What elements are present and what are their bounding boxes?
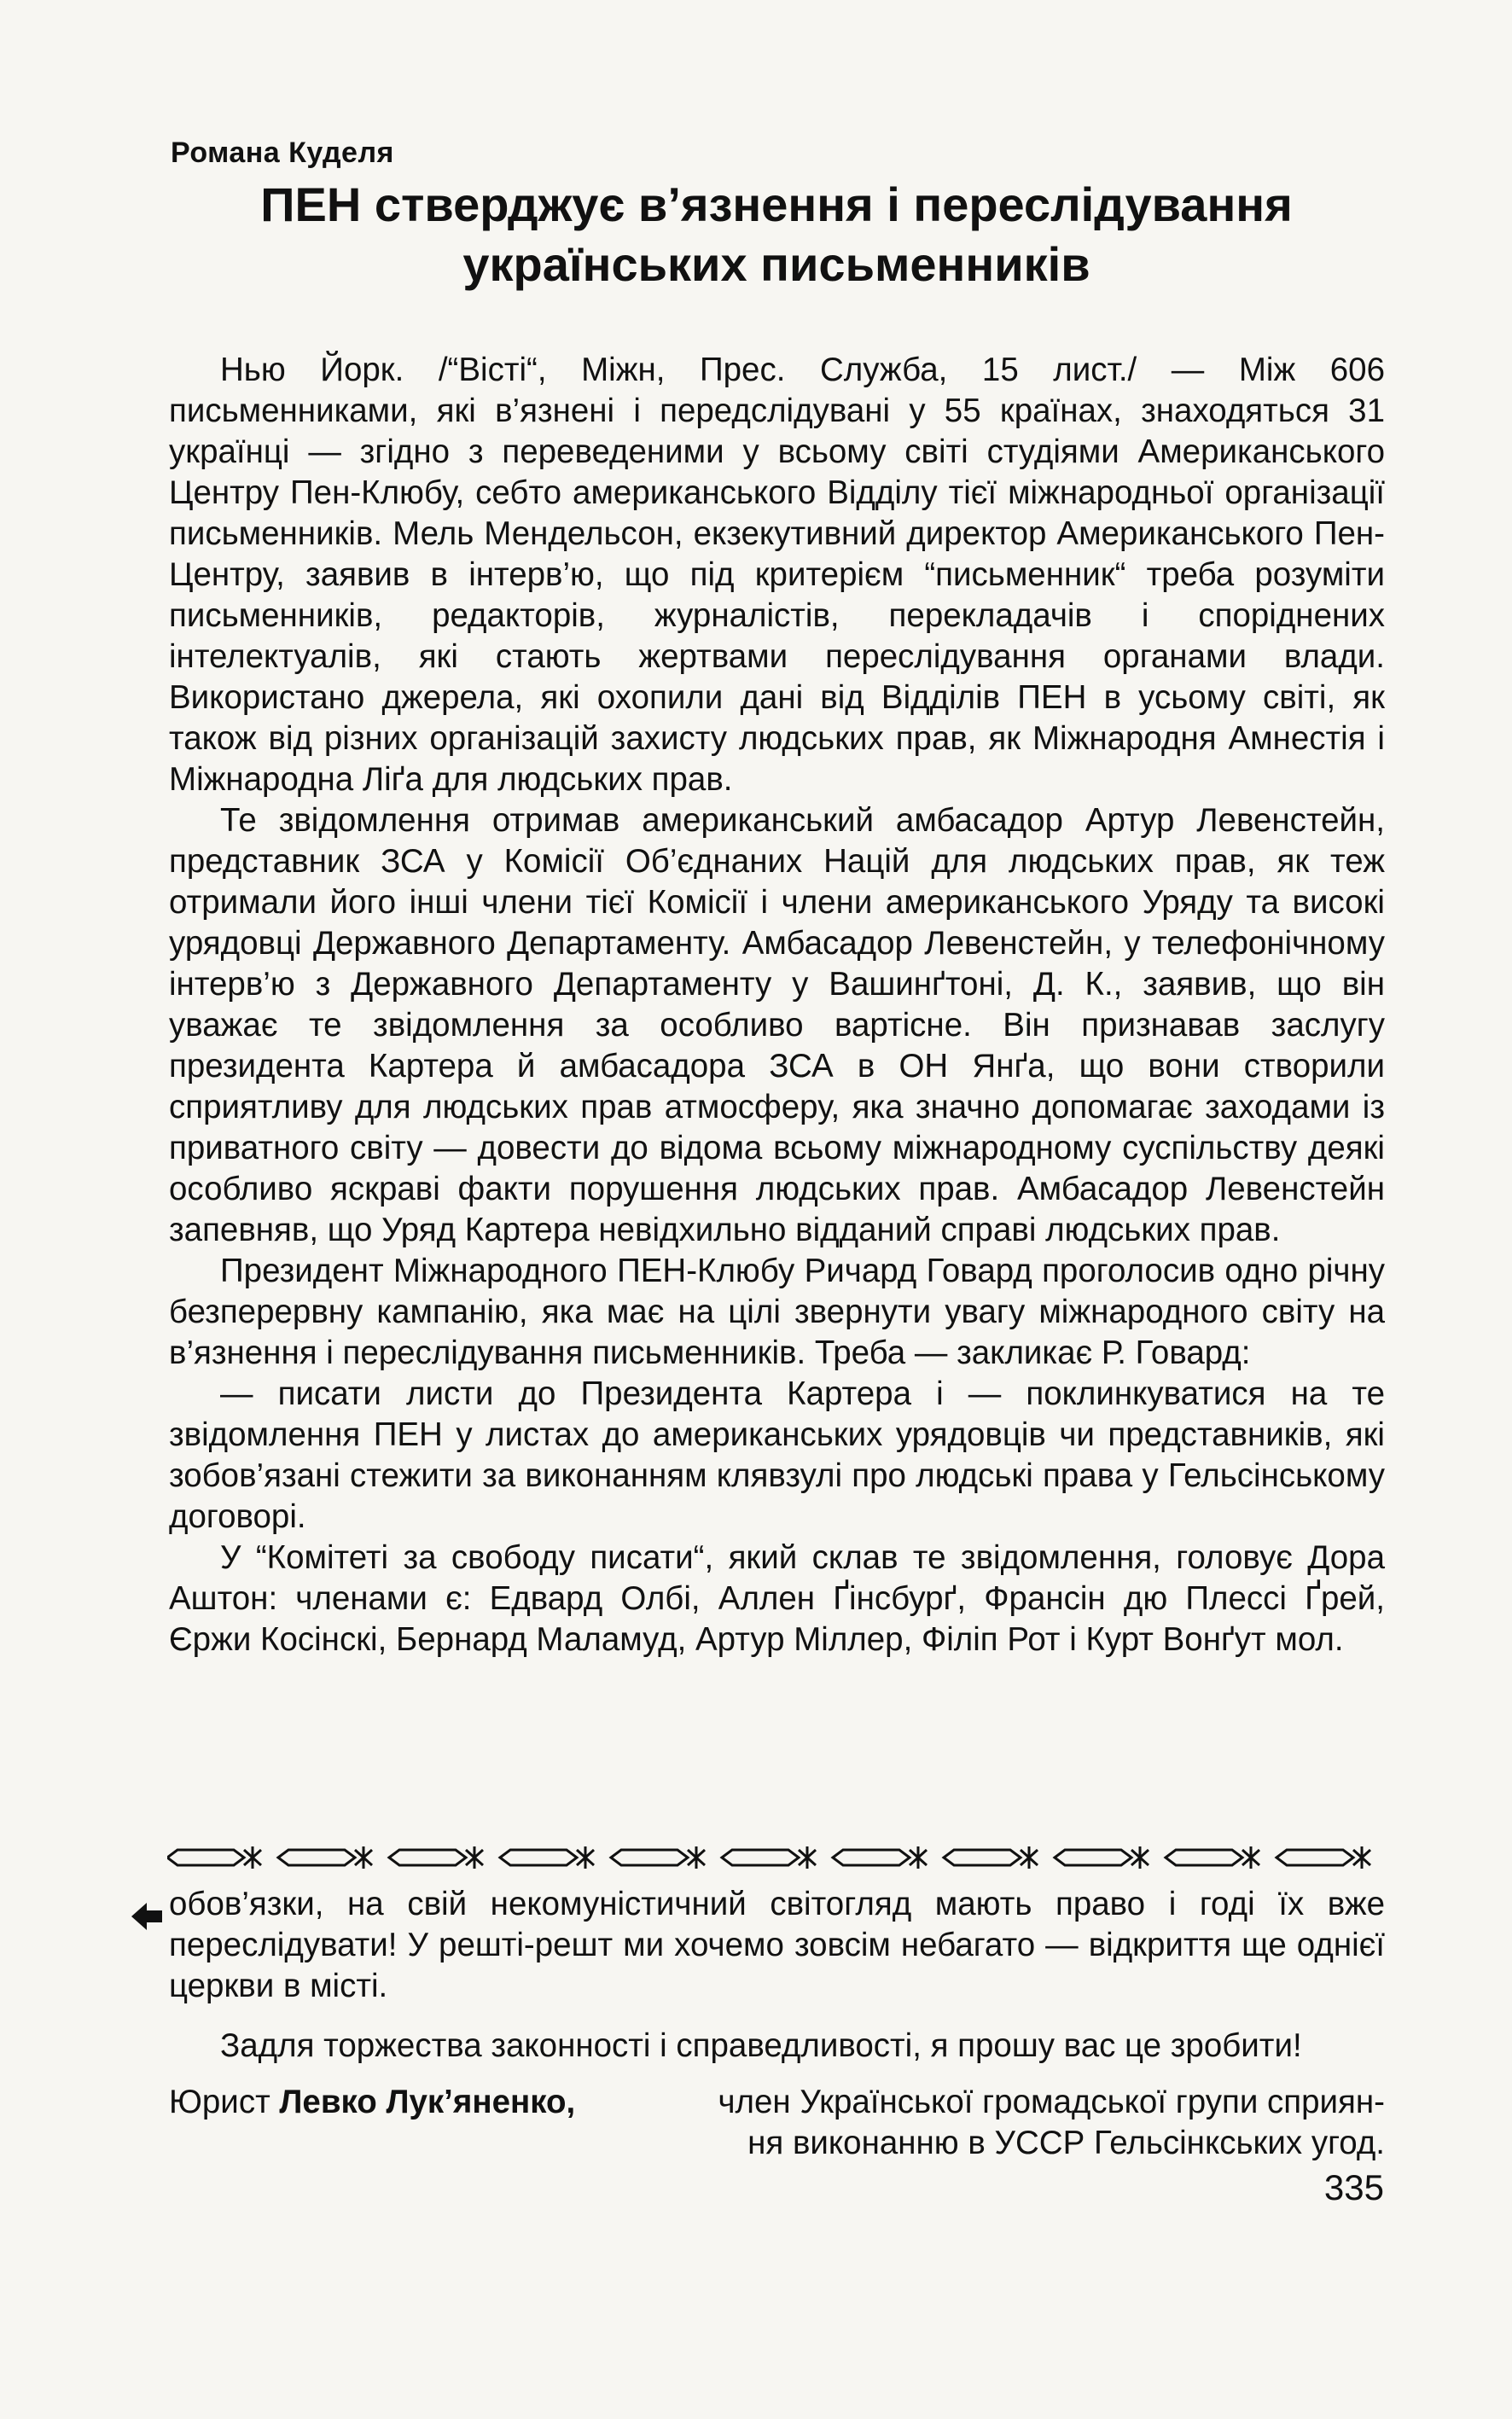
paragraph: — писати листи до Президента Картера і — поклинкуватися на те звідомлення ПЕН у листах до американських урядовців чи представників, які зобов’язані стежити за виконанням клявзулі про людські права у Гельсінському договорі. (169, 1375, 1385, 1535)
paragraph: Те звідомлення отримав американський амбасадор Артур Левенстейн, представник ЗСА у Комісії Об’єднаних Націй для людських прав, як теж отримали його інші члени тієї Комісії і члени американського Уряду та високі урядовці Державного Департаменту. Амбасадор Левенстейн, у телефонічному інтерв’ю з Державного Департаменту у Вашинґтоні, Д. К., заявив, що він уважає те звідомлення за особливо вартісне. Він признавав заслугу президента Картера й амбасадора ЗСА в ОН Янґа, що вони створили сприятливу для людських прав атмосферу, яка значно допомагає заходами із приватного світу — довести до відома всьому міжнародному суспільству деякі особливо яскраві факти порушення людських прав. Амбасадор Левенстейн запевняв, що Уряд Картера невідхильно відданий справі людських прав. (169, 802, 1385, 1248)
signature-role: член Української громадської групи сприян- (718, 2084, 1385, 2120)
title-line-1: ПЕН стверджує в’язнення і переслідування (260, 177, 1293, 231)
paragraph: Президент Міжнародного ПЕН-Клюбу Ричард Говард проголосив одно річну безперервну кампанію, яка має на цілі звернути увагу міжнародного світу на в’язнення і переслідування письменників. Треба — закликає Р. Говард: (169, 1253, 1385, 1371)
signature-prefix: Юрист (169, 2084, 270, 2120)
article-body (169, 350, 1385, 1660)
signature-line-2: ня виконанню в УССР Гельсінкських угод. (747, 2125, 1385, 2161)
signature-block (169, 2082, 1385, 2164)
ornamental-divider (167, 1843, 1387, 1872)
continuation-text (169, 1884, 1385, 2067)
continuation-paragraph: обов’язки, на свій некомуністичний світогляд мають право і годі їх вже переслідувати! У решті-решт ми хочемо зовсім небагато — відкриття ще однієї церкви в місті. (169, 1886, 1385, 2004)
author-name: Романа Куделя (171, 137, 394, 169)
left-arrow-icon (130, 1899, 164, 1933)
paragraph: Нью Йорк. /“Вісті“, Міжн, Прес. Служба, 15 лист./ — Між 606 письменниками, які в’язнені і передслідувані у 55 країнах, знаходяться 31 українці — згідно з переведеними у всьому світі студіями Американського Центру Пен-Клюбу, себто американського Відділу тієї міжнародньої організації письменників. Мель Мендельсон, екзекутивний директор Американського Пен-Центру, заявив в інтерв’ю, що під критерієм “письменник“ треба розуміти письменників, редакторів, журналістів, перекладачів і споріднених інтелектуалів, які стають жертвами переслідування органами влади. Використано джерела, які охопили дані від Відділів ПЕН в усьому світі, як також від різних організацій захисту людських прав, як Міжнародня Амнестія і Міжнародна Ліґа для людських прав. (169, 352, 1385, 798)
plea-paragraph: Задля торжества законності і справедливості, я прошу вас це зробити! (220, 2027, 1302, 2064)
signature-line-1 (169, 2082, 1385, 2123)
paragraph: У “Комітеті за свободу писати“, який склав те звідомлення, головує Дора Аштон: членами є: Едвард Олбі, Аллен Ґінсбурґ, Франсін дю Плессі Ґрей, Єржи Косінскі, Бернард Маламуд, Артур Міллер, Філіп Рот і Курт Вонґут мол. (169, 1539, 1385, 1658)
page-number: 335 (1323, 2167, 1384, 2207)
title-line-2: українських письменників (462, 237, 1090, 291)
article-title (166, 175, 1387, 294)
signature-name: Левко Лук’яненко, (279, 2084, 576, 2120)
